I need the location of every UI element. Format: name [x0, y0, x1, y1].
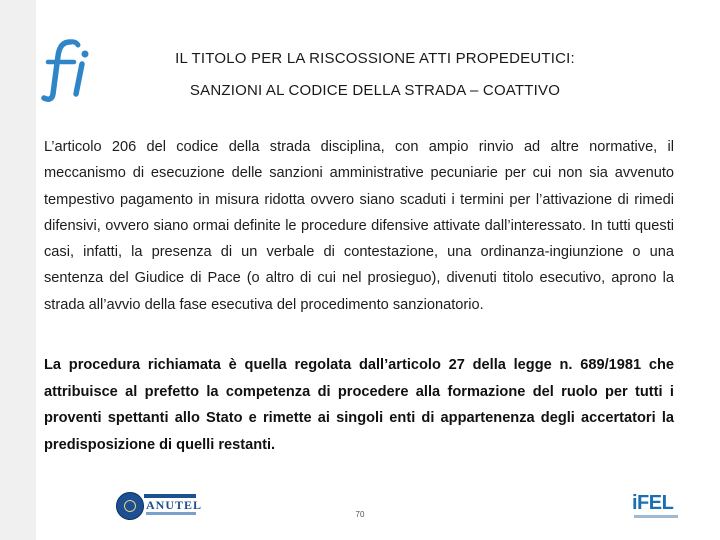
anutel-underline [146, 512, 196, 515]
page-title: IL TITOLO PER LA RISCOSSIONE ATTI PROPEDEUTICI: [175, 50, 575, 67]
body-paragraph-2: La procedura richiamata è quella regolata dall’articolo 27 della legge n. 689/1981 che attribuisce al prefetto la competenza di procedere alla formazione del ruolo per tutti i proventi spettanti allo Stato e rimette ai singoli enti di appartenenza degli accertatori la predisposizione di quelli restanti. [44, 357, 674, 453]
ifel-underline [634, 515, 678, 518]
ifel-logo [632, 492, 682, 522]
anutel-logo [116, 492, 203, 520]
page-number: 70 [355, 510, 365, 519]
fi-logo-icon [40, 36, 96, 102]
anutel-seal-icon [116, 492, 144, 520]
anutel-logo-text: ANUTEL [146, 498, 203, 512]
side-band [0, 0, 36, 540]
page-subtitle: SANZIONI AL CODICE DELLA STRADA – COATTIVO [189, 82, 561, 99]
body-paragraph-1: L’articolo 206 del codice della strada disciplina, con ampio rinvio ad altre normative, il meccanismo di esecuzione delle sanzioni amministrative pecuniarie per cui non sia avvenuto tempestivo pagamento in misura ridotta ovvero siano scaduti i termini per l’attivazione di rimedi difensivi, ovvero siano ormai definite le procedure difensive attivate dall’interessato. In tutti questi casi, infatti, la presenza di un verbale di contestazione, una ordinanza-ingiunzione o una sentenza del Giudice di Pace (o altro di cui nel prosieguo), divenuti titolo esecutivo, aprono la strada all’avvio della fase esecutiva del procedimento sanzionatorio. [44, 139, 674, 313]
ifel-logo-text: iFEL [632, 492, 674, 514]
